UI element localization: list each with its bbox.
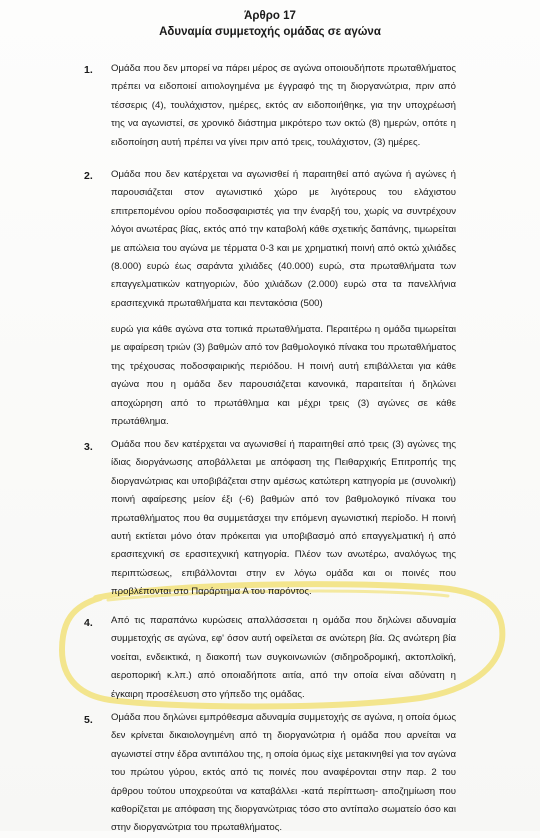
section-number-1: 1. bbox=[84, 64, 93, 76]
article-subtitle: Αδυναμία συμμετοχής ομάδας σε αγώνα bbox=[159, 26, 381, 38]
section-number-2: 2. bbox=[84, 170, 93, 182]
section-text-2-continuation: ευρώ για κάθε αγώνα στα τοπικά πρωταθλήματα. Περαιτέρω η ομάδα τιμωρείται με αφαίρεση τριών (3) βαθμών από τον βαθμολογικό πίνακα του πρωταθλήματος της τρέχουσας ποδοσφαιρικής περιόδου. Η ποινή αυτή επιβάλλεται για κάθε αγώνα που η ομάδα δεν παρουσιάζεται κανονικά, παραιτείται ή δηλώνει αποχώρηση από το πρωτάθλημα και μέχρι τρεις (3) αγώνες σε κάθε πρωτάθλημα. bbox=[111, 324, 456, 428]
section-number-4: 4. bbox=[84, 617, 93, 629]
section-text-4: Από τις παραπάνω κυρώσεις απαλλάσσεται η ομάδα που δηλώνει αδυναμία συμμετοχής σε αγώνα, εφ' όσον αυτή οφείλεται σε ανώτερη βία. Ως ανώτερη βία νοείται, ενδεικτικά, η διακοπή των συγκοινωνιών (σιδηροδρομική, ακτοπλοϊκή, αεροπορική κ.λπ.) από οποιαδήποτε αιτία, από την οποία είναι αδύνατη η έγκαιρη προσέλευση στο γήπεδο της ομάδας. bbox=[111, 615, 456, 700]
section-number-5: 5. bbox=[84, 714, 93, 726]
section-text-5: Ομάδα που δηλώνει εμπρόθεσμα αδυναμία συμμετοχής σε αγώνα, η οποία όμως δεν κρίνεται δικαιολογημένη από τη διοργανώτρια ή ομάδα που αρνείται να αγωνιστεί στην έδρα αντιπάλου της, η οποία όμως είχε μετακινηθεί για τον αγώνα του πρώτου γύρου, εκτός από τις ποινές που αναφέρονται στην παρ. 2 του άρθρου τούτου υποχρεούται να καταβάλλει -κατά περίπτωση- αποζημίωση που καθορίζεται με απόφαση της διοργανώτριας τόσο στο αντίπαλο σωματείο όσο και στην διοργανώτρια του πρωταθλήματος. bbox=[111, 712, 456, 834]
article-title: Άρθρο 17 bbox=[244, 10, 296, 22]
section-number-3: 3. bbox=[84, 441, 93, 453]
section-text-3: Ομάδα που δεν κατέρχεται να αγωνισθεί ή παραιτηθεί από τρεις (3) αγώνες της ίδιας διοργάνωσης αποβάλλεται με απόφαση της Πειθαρχικής Επιτροπής της διοργανώτριας και υποβιβάζεται στην αμέσως κατώτερη κατηγορία με (συνολική) ποινή αφαίρεσης μείον έξι (-6) βαθμών από τον βαθμολογικό πίνακα του πρωταθλήματος που θα συμμετάσχει την επόμενη αγωνιστική περίοδο. Η ποινή αυτή εκτίεται μόνο όταν πρόκειται για υποβιβασμό από επαγγελματική ή από ερασιτεχνική σε ερασιτεχνική κατηγορία. Πλέον των ανωτέρω, αναλόγως της περιπτώσεως, επιβάλλονται στην εν λόγω ομάδα και οι ποινές που προβλέπονται στο Παράρτημα Α του παρόντος. bbox=[111, 439, 456, 598]
section-text-2: Ομάδα που δεν κατέρχεται να αγωνισθεί ή παραιτηθεί από αγώνα ή αγώνες ή παρουσιάζεται στον αγωνιστικό χώρο με λιγότερους του ελάχιστου επιτρεπομένου ορίου ποδοσφαιριστές για την έναρξή του, χωρίς να συντρέχουν λόγοι ανωτέρας βίας, εκτός από την καταβολή κάθε σχετικής δαπάνης, τιμωρείται με απώλεια του αγώνα με τέρματα 0-3 και με χρηματική ποινή από οκτώ χιλιάδες (8.000) ευρώ έως σαράντα χιλιάδες (40.000) ευρώ, στα πρωταθλήματα των επαγγελματικών κατηγοριών, δύο χιλιάδων (2.000) ευρώ στα τα πανελλήνια ερασιτεχνικά πρωταθλήματα και πεντακόσια (500) bbox=[111, 169, 456, 309]
section-text-1: Ομάδα που δεν μπορεί να πάρει μέρος σε αγώνα οποιουδήποτε πρωταθλήματος πρέπει να ειδοποιεί αιτιολογημένα με έγγραφό της τη διοργανώτρια, πριν από τέσσερις (4), τουλάχιστον, ημέρες, εκτός αν ειδοποιήθηκε, για την υποχρέωσή της να αγωνιστεί, σε χρονικό διάστημα μικρότερο των οκτώ (8) ημερών, οπότε η ειδοποίηση αυτή πρέπει να γίνει πριν από τρεις, τουλάχιστον, (3) ημέρες. bbox=[111, 63, 456, 148]
